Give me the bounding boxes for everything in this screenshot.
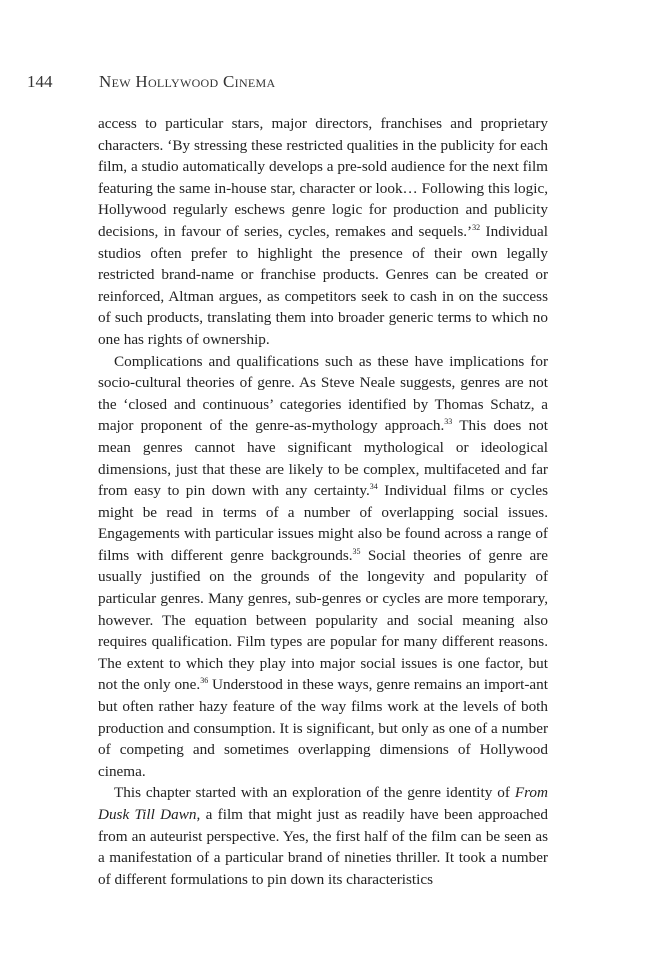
body-text xyxy=(98,113,548,890)
text-segment: access to particular stars, major directors, franchises and proprietary characters. ‘By stressing these restricted qualities in the publicity for each film, a studio automatically develops a pre-sold audience for the next film featuring the same in-house star, character or look… Following this logic, Hollywood regularly eschews genre logic for production and publicity decisions, in favour of series, cycles, remakes and sequels.’ xyxy=(98,115,548,240)
text-segment: , a film that might just as readily have been approached from an auteurist perspective. Yes, the first half of the film can be seen as a manifestation of a particular brand of nineties thriller. It took a number of different formulations to pin down its characteristics xyxy=(98,806,549,888)
running-title: New Hollywood Cinema xyxy=(99,72,276,91)
text-segment: This chapter started with an exploration of the genre identity of xyxy=(114,784,515,802)
page-number: 144 xyxy=(27,72,53,91)
page-header xyxy=(27,71,587,93)
footnote-ref: 33 xyxy=(444,417,453,427)
film-title: From Dusk Till Dawn xyxy=(98,784,548,823)
paragraph xyxy=(98,113,548,351)
text-segment: Individual studios often prefer to highlight the presence of their own legally restricted brand-name or franchise products. Genres can be created or reinforced, Altman argues, as competitors seek to cash in on the success of such products, translating them into broader generic terms to which no one has rights of ownership. xyxy=(98,222,548,348)
footnote-ref: 36 xyxy=(200,676,209,686)
footnote-ref: 34 xyxy=(369,482,378,492)
paragraph xyxy=(98,782,548,890)
text-segment: Complications and qualifications such as these have implications for socio-cultural theories of genre. As Steve Neale suggests, genres are not the ‘closed and continuous’ categories identified by Thomas Schatz, a major proponent of the genre-as-mythology approach. xyxy=(98,352,548,435)
text-segment: Individual films or cycles might be read in terms of a number of overlapping social issues. Engagements with particular issues might also be found across a range of films with different genre backgrounds. xyxy=(98,482,549,564)
text-segment: This does not mean genres cannot have significant mythological or ideological dimensions, just that these are likely to be complex, multifaceted and far from easy to pin down with any certainty. xyxy=(98,417,548,500)
footnote-ref: 35 xyxy=(352,546,361,556)
footnote-ref: 32 xyxy=(472,222,481,232)
text-segment: Understood in these ways, genre remains an import-ant but often rather hazy feature of the way films work at the levels of both production and consumption. It is significant, but only as one of a number of competing and sometimes overlapping dimensions of Hollywood cinema. xyxy=(98,676,548,780)
text-segment: Social theories of genre are usually justified on the grounds of the longevity and popularity of particular genres. Many genres, sub-genres or cycles are more temporary, however. The equation between popularity and social meaning also requires qualification. Film types are popular for many different reasons. The extent to which they play into major social issues is one factor, but not the only one. xyxy=(98,546,548,694)
paragraph xyxy=(98,351,548,783)
